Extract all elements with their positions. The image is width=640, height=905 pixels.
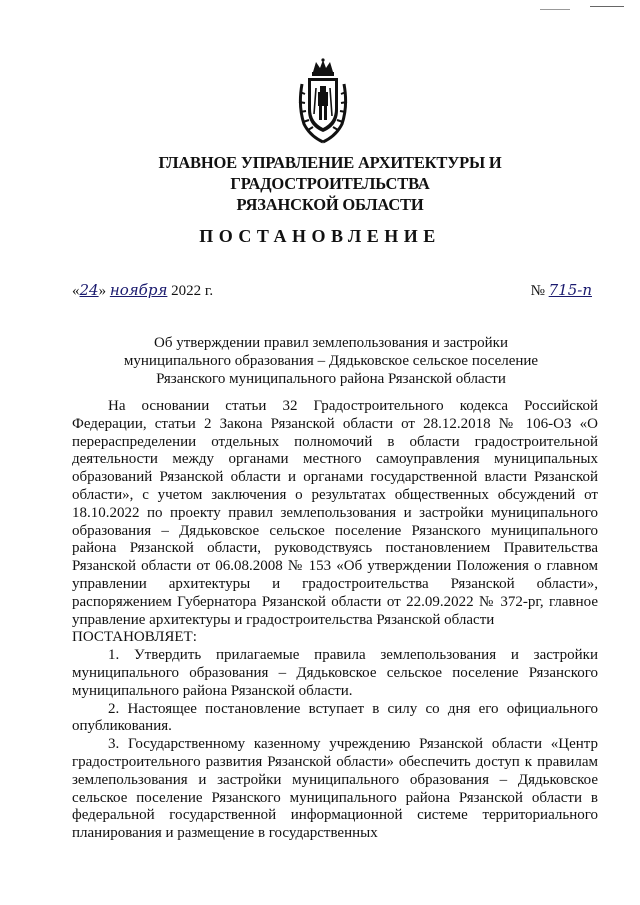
subject-line-1: Об утверждении правил землепользования и застройки	[154, 335, 508, 351]
document-number	[531, 281, 592, 300]
date-number-line	[72, 281, 592, 305]
item-3-paragraph: 3. Государственному казенному учреждению Рязанской области «Центр градостроительного развития Рязанской области» обеспечить доступ к правилам землепользования и застройки муниципального образования – Дядьковское сельское поселение Рязанского муниципального района Рязанской области в федеральной государственной информационной системе территориального планирования и размещение в государственных	[72, 736, 598, 842]
item-1-paragraph: 1. Утвердить прилагаемые правила землепользования и застройки муниципального образования – Дядьковское сельское поселение Рязанского муниципального района Рязанской области.	[72, 647, 598, 699]
number-prefix: №	[530, 283, 545, 299]
scan-artifact-line	[540, 9, 570, 10]
resolves-heading: ПОСТАНОВЛЯЕТ:	[72, 629, 197, 646]
document-type-title: ПОСТАНОВЛЕНИЕ	[199, 226, 441, 246]
org-name-line-2: РЯЗАНСКОЙ ОБЛАСТИ	[236, 195, 424, 214]
preamble-paragraph: На основании статьи 32 Градостроительного кодекса Российской Федерации, статьи 2 Закона Рязанской области от 28.12.2018 № 106-ОЗ «О перераспределении отдельных полномочий в области градостроительной деятельности между органами местного самоуправления муниципальных образований Рязанской области и органами государственной власти Рязанской области», с учетом заключения о результатах общественных обсуждений от 18.10.2022 по проекту правил землепользования и застройки муниципального образования – Дядьковское сельское поселение Рязанского муниципального района Рязанской области, руководствуясь постановлением Правительства Рязанской области от 06.08.2008 № 153 «Об утверждении Положения о главном управлении архитектуры и градостроительства Рязанской области», распоряжением Губернатора Рязанской области от 22.09.2022 № 372-рг, главное управление архитектуры и градостроительства Рязанской области	[72, 398, 598, 628]
date-day: 24	[79, 281, 99, 299]
document-body	[72, 398, 598, 843]
scan-artifact-line	[590, 6, 624, 7]
date-year: 2022 г.	[171, 283, 214, 299]
document-subject	[96, 334, 566, 388]
subject-line-3: Рязанского муниципального района Рязанской области	[156, 371, 506, 387]
org-name-line-1: ГЛАВНОЕ УПРАВЛЕНИЕ АРХИТЕКТУРЫ И ГРАДОСТРОИТЕЛЬСТВА	[158, 153, 502, 193]
date-month: ноября	[109, 281, 168, 299]
coat-of-arms-icon	[296, 58, 350, 144]
number-value: 715-п	[548, 281, 592, 299]
subject-line-2: муниципального образования – Дядьковское сельское поселение	[123, 353, 539, 369]
document-date: «24» ноября 2022 г.	[72, 281, 214, 299]
organization-name	[60, 152, 600, 215]
item-2-paragraph: 2. Настоящее постановление вступает в силу со дня его официального опубликования.	[72, 700, 598, 735]
